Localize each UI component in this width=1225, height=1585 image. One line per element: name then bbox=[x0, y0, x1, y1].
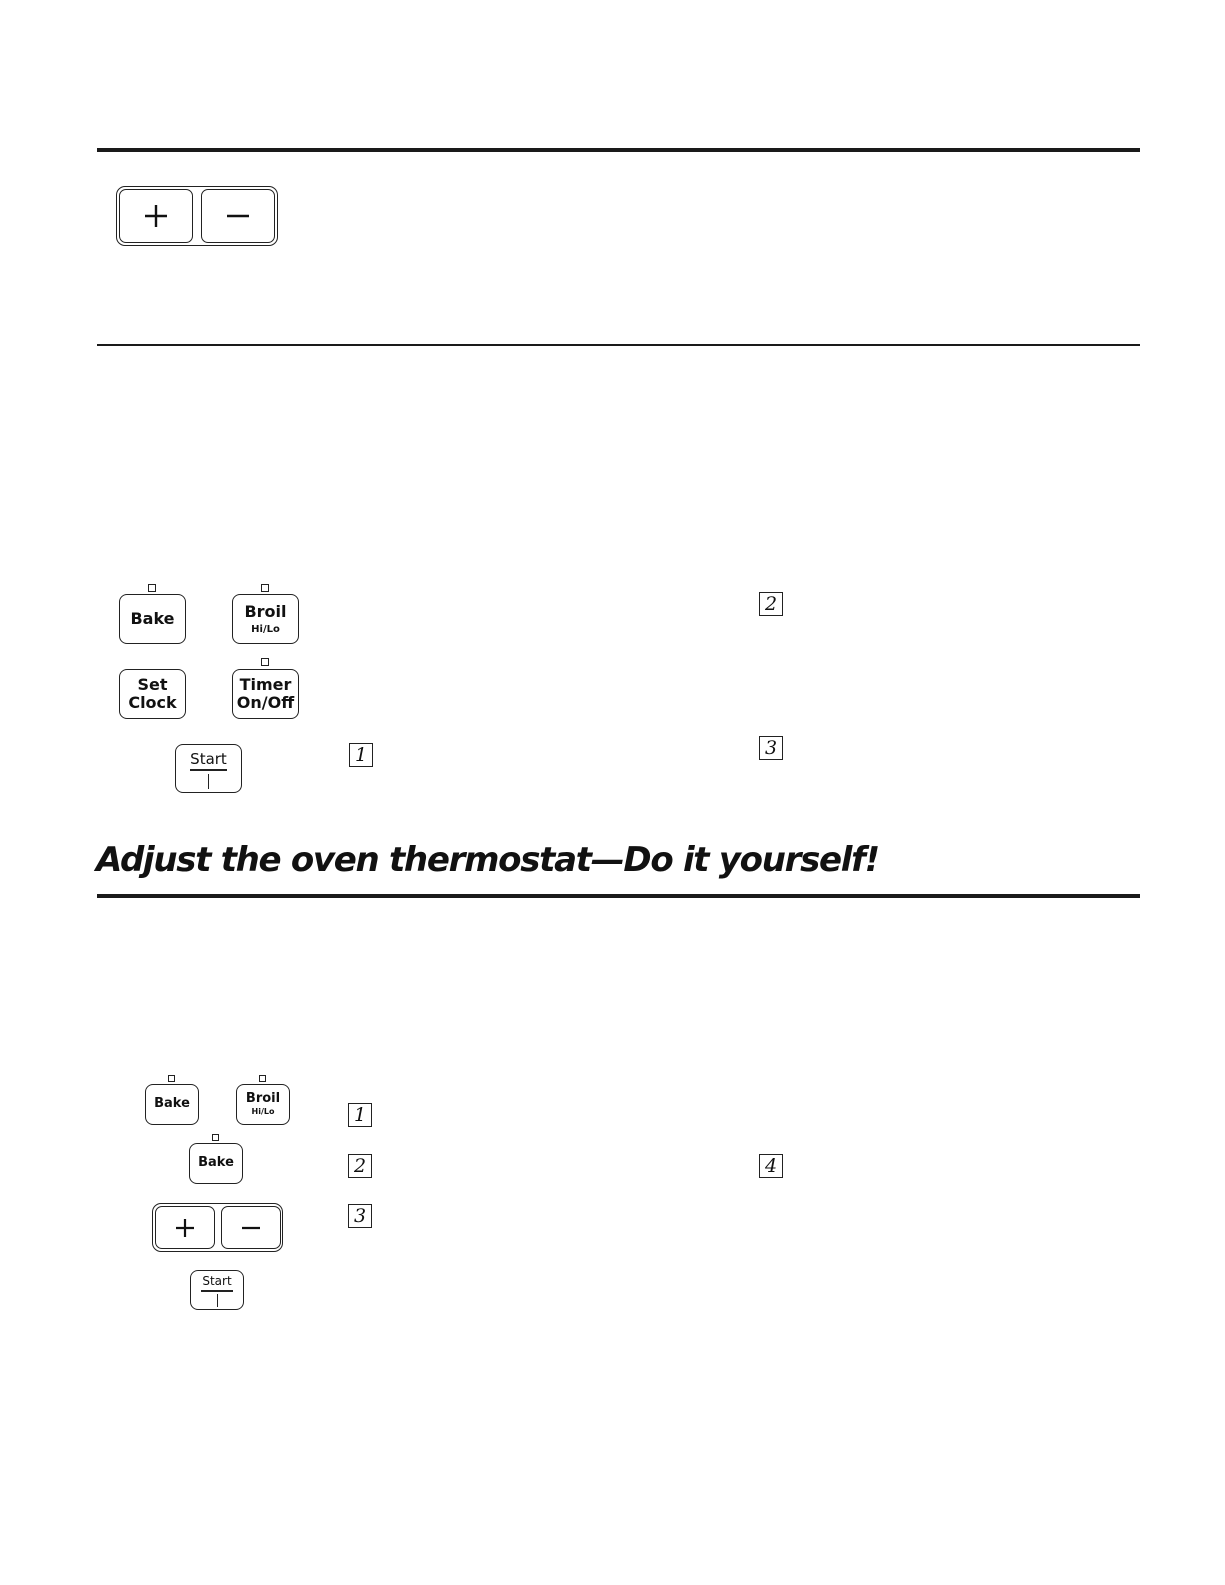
start-underline bbox=[190, 769, 227, 771]
start-button[interactable] bbox=[175, 744, 242, 793]
bake-button-second-label: Bake bbox=[198, 1155, 234, 1171]
bake-indicator-light-small bbox=[168, 1075, 175, 1082]
minus-icon bbox=[240, 1217, 262, 1239]
step-marker-3: 3 bbox=[759, 736, 783, 760]
set-clock-button[interactable] bbox=[119, 669, 186, 719]
minus-icon bbox=[225, 203, 251, 229]
broil-button-small[interactable] bbox=[236, 1084, 290, 1125]
minus-button[interactable] bbox=[201, 189, 275, 243]
plus-button[interactable] bbox=[119, 189, 193, 243]
bake-button[interactable] bbox=[119, 594, 186, 644]
top-divider bbox=[97, 148, 1140, 152]
section-heading: Adjust the oven thermostat—Do it yourself! bbox=[96, 840, 879, 880]
timer-label-line1: Timer bbox=[239, 675, 292, 695]
start-button-small[interactable] bbox=[190, 1270, 244, 1310]
bake-button-small[interactable] bbox=[145, 1084, 199, 1125]
bake-button-small-label: Bake bbox=[154, 1096, 190, 1112]
start-small-tick bbox=[217, 1294, 218, 1307]
start-tick bbox=[208, 774, 209, 789]
thermostat-step-marker-2: 2 bbox=[348, 1154, 372, 1178]
bake-indicator-light bbox=[148, 584, 156, 592]
broil-indicator-light-small bbox=[259, 1075, 266, 1082]
set-clock-label-line2: Clock bbox=[128, 693, 177, 712]
start-button-label: Start bbox=[190, 750, 227, 768]
step-marker-1: 1 bbox=[349, 743, 373, 767]
plus-icon bbox=[143, 203, 169, 229]
set-clock-label-line1: Set bbox=[137, 675, 168, 695]
thermostat-step-marker-3: 3 bbox=[348, 1204, 372, 1228]
timer-label-line2: On/Off bbox=[236, 693, 295, 712]
bake-button-second[interactable] bbox=[189, 1143, 243, 1184]
broil-button-sublabel: Hi/Lo bbox=[251, 623, 280, 635]
bake-indicator-light-second bbox=[212, 1134, 219, 1141]
broil-button-small-sublabel: Hi/Lo bbox=[251, 1107, 275, 1117]
broil-button-label: Broil bbox=[244, 602, 287, 622]
broil-button-small-label: Broil bbox=[245, 1090, 281, 1106]
minus-button-small[interactable] bbox=[221, 1206, 281, 1249]
start-button-small-label: Start bbox=[202, 1274, 232, 1288]
broil-indicator-light bbox=[261, 584, 269, 592]
plus-button-small[interactable] bbox=[155, 1206, 215, 1249]
heading-divider bbox=[97, 894, 1140, 898]
thermostat-step-marker-1: 1 bbox=[348, 1103, 372, 1127]
timer-button[interactable] bbox=[232, 669, 299, 719]
broil-button[interactable] bbox=[232, 594, 299, 644]
start-small-underline bbox=[201, 1290, 233, 1292]
plus-icon bbox=[174, 1217, 196, 1239]
bake-button-label: Bake bbox=[130, 609, 175, 629]
thermostat-step-marker-4: 4 bbox=[759, 1154, 783, 1178]
step-marker-2: 2 bbox=[759, 592, 783, 616]
section-divider bbox=[97, 344, 1140, 346]
timer-indicator-light bbox=[261, 658, 269, 666]
